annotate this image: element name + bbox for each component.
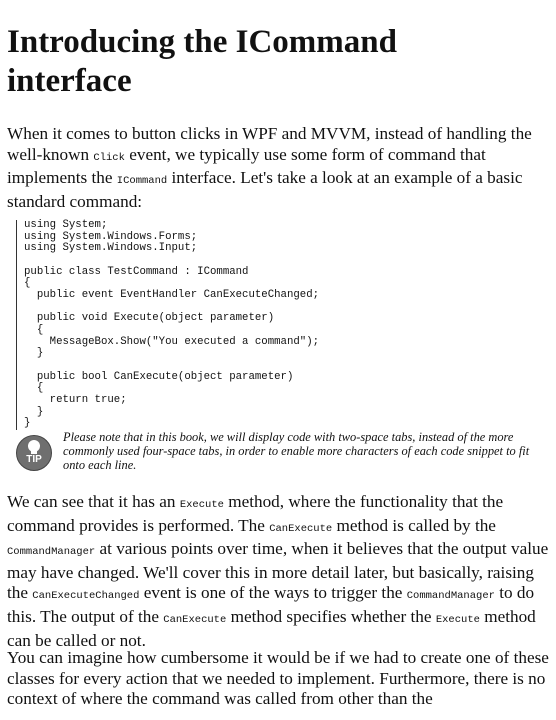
text-run: at various points over time, when it believes that the output value may have changed. We'll cover this in more detail later, but basically, raising the bbox=[7, 539, 549, 603]
text-run: method specifies whether the bbox=[226, 606, 436, 626]
code-block bbox=[16, 220, 537, 430]
inline-code: CommandManager bbox=[7, 546, 96, 559]
tip-icon-label: TIP bbox=[26, 454, 42, 465]
inline-code: Click bbox=[93, 151, 125, 164]
text-run: event is one of the ways to trigger the bbox=[139, 583, 407, 603]
text-run: event, we typically use some form of command that implements the bbox=[7, 144, 486, 188]
inline-code: CanExecute bbox=[163, 613, 227, 626]
heading-line-1: Introducing the ICommand bbox=[7, 24, 397, 60]
code-listing: using System; using System.Windows.Forms; using System.Windows.Input; public class TestCommand : ICommand { public event EventHandler CanExecuteChanged; public void Execute(object parameter) { MessageBox.Show("You executed a command"); } public bool CanExecute(object parameter) { return true; } } bbox=[24, 219, 320, 430]
intro-paragraph bbox=[7, 124, 550, 212]
closing-paragraph: You can imagine how cumbersome it would be if we had to create one of these classes for every action that we needed to implement. Furthermore, there is no context of where the command was called from other than the bbox=[7, 648, 549, 709]
text-run: method, where the functionality that the command provides is performed. The bbox=[7, 492, 504, 535]
inline-code: Execute bbox=[179, 499, 224, 511]
text-run: method is called by the bbox=[332, 515, 496, 535]
text-run: When it comes to button clicks in WPF and MVVM, instead of handling the well-known bbox=[7, 124, 532, 164]
text-run: to do this. The output of the bbox=[7, 583, 535, 626]
inline-code: Execute bbox=[435, 613, 480, 626]
tip-callout bbox=[16, 430, 540, 474]
tip-text: Please note that in this book, we will display code with two-space tabs, instead of the more commonly used four-space tabs, in order to enable more characters of each code snippet to fit onto each line. bbox=[63, 430, 530, 472]
inline-code: ICommand bbox=[116, 175, 168, 188]
heading-line-2: interface bbox=[7, 63, 132, 99]
text-run: method can be called or not. bbox=[7, 606, 536, 650]
explanation-paragraph bbox=[7, 492, 550, 651]
inline-code: CanExecute bbox=[269, 522, 333, 535]
tip-lightbulb-icon bbox=[16, 435, 52, 471]
inline-code: CommandManager bbox=[406, 590, 495, 603]
text-run: We can see that it has an bbox=[7, 492, 180, 511]
section-heading bbox=[7, 23, 547, 101]
inline-code: CanExecuteChanged bbox=[32, 590, 140, 603]
text-run: interface. Let's take a look at an example of a basic standard command: bbox=[7, 168, 523, 211]
